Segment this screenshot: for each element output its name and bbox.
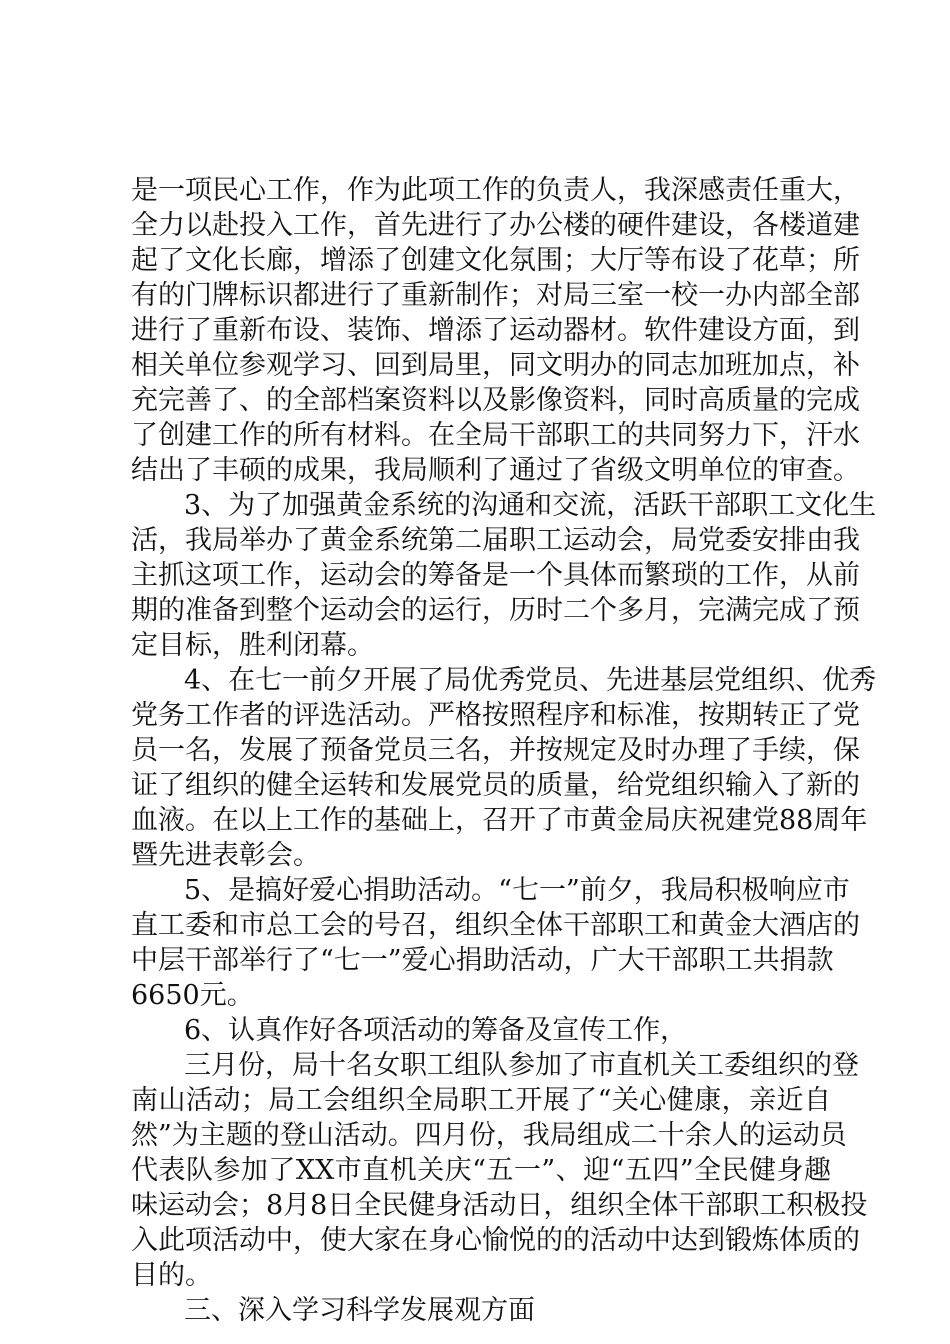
body-text-line: 起了文化长廊，增添了创建文化氛围；大厅等布设了花草；所 <box>131 245 860 276</box>
paragraph-3-start: 3、为了加强黄金系统的沟通和交流，活跃干部职工文化生 <box>184 490 877 521</box>
paragraph-6-start: 6、认真作好各项活动的筹备及宣传工作， <box>184 1015 688 1046</box>
paragraph-4-start: 4、在七一前夕开展了局优秀党员、先进基层党组织、优秀 <box>184 665 877 696</box>
body-text-line: 结出了丰硕的成果，我局顺利了通过了省级文明单位的审查。 <box>131 455 860 486</box>
body-text-line: 了创建工作的所有材料。在全局干部职工的共同努力下，汗水 <box>131 420 860 451</box>
body-text-line: 代表队参加了XX市直机关庆“五一”、迎“五四”全民健身趣 <box>131 1155 831 1186</box>
body-text-line: 直工委和市总工会的号召，组织全体干部职工和黄金大酒店的 <box>131 910 860 941</box>
body-text-line: 主抓这项工作，运动会的筹备是一个具体而繁琐的工作，从前 <box>131 560 860 591</box>
body-text-line: 血液。在以上工作的基础上，召开了市黄金局庆祝建党88周年 <box>131 805 868 836</box>
body-text-line: 味运动会；8月8日全民健身活动日，组织全体干部职工积极投 <box>131 1190 868 1221</box>
body-text-line: 相关单位参观学习、回到局里，同文明办的同志加班加点，补 <box>131 350 860 381</box>
paragraph-march-start: 三月份，局十名女职工组队参加了市直机关工委组织的登 <box>184 1050 859 1081</box>
body-text-line: 员一名，发展了预备党员三名，并按规定及时办理了手续，保 <box>131 735 860 766</box>
body-text-line: 然”为主题的登山活动。四月份，我局组成二十余人的运动员 <box>131 1120 847 1151</box>
body-text-line: 全力以赴投入工作，首先进行了办公楼的硬件建设，各楼道建 <box>131 210 860 241</box>
body-text-line: 定目标，胜利闭幕。 <box>131 630 374 661</box>
paragraph-5-start: 5、是搞好爱心捐助活动。“七一”前夕，我局积极响应市 <box>184 875 850 906</box>
body-text-line: 期的准备到整个运动会的运行，历时二个多月，完满完成了预 <box>131 595 860 626</box>
body-text-line: 进行了重新布设、装饰、增添了运动器材。软件建设方面，到 <box>131 315 860 346</box>
body-text-line: 中层干部举行了“七一”爱心捐助活动，广大干部职工共捐款 <box>131 945 834 976</box>
body-text-line: 有的门牌标识都进行了重新制作；对局三室一校一办内部全部 <box>131 280 860 311</box>
body-text-line: 目的。 <box>131 1260 212 1291</box>
body-text-line: 党务工作者的评选活动。严格按照程序和标准，按期转正了党 <box>131 700 860 731</box>
body-text-line: 暨先进表彰会。 <box>131 840 320 871</box>
body-text-line: 证了组织的健全运转和发展党员的质量，给党组织输入了新的 <box>131 770 860 801</box>
body-text-line: 活，我局举办了黄金系统第二届职工运动会，局党委安排由我 <box>131 525 860 556</box>
body-text-line: 南山活动；局工会组织全局职工开展了“关心健康，亲近自 <box>131 1085 831 1116</box>
section-heading: 三、深入学习科学发展观方面 <box>184 1295 535 1326</box>
body-text-line: 入此项活动中，使大家在身心愉悦的的活动中达到锻炼体质的 <box>131 1225 860 1256</box>
body-text-line: 是一项民心工作，作为此项工作的负责人，我深感责任重大， <box>131 175 860 206</box>
body-text-line: 充完善了、的全部档案资料以及影像资料，同时高质量的完成 <box>131 385 860 416</box>
body-text-line: 6650元。 <box>131 980 254 1011</box>
